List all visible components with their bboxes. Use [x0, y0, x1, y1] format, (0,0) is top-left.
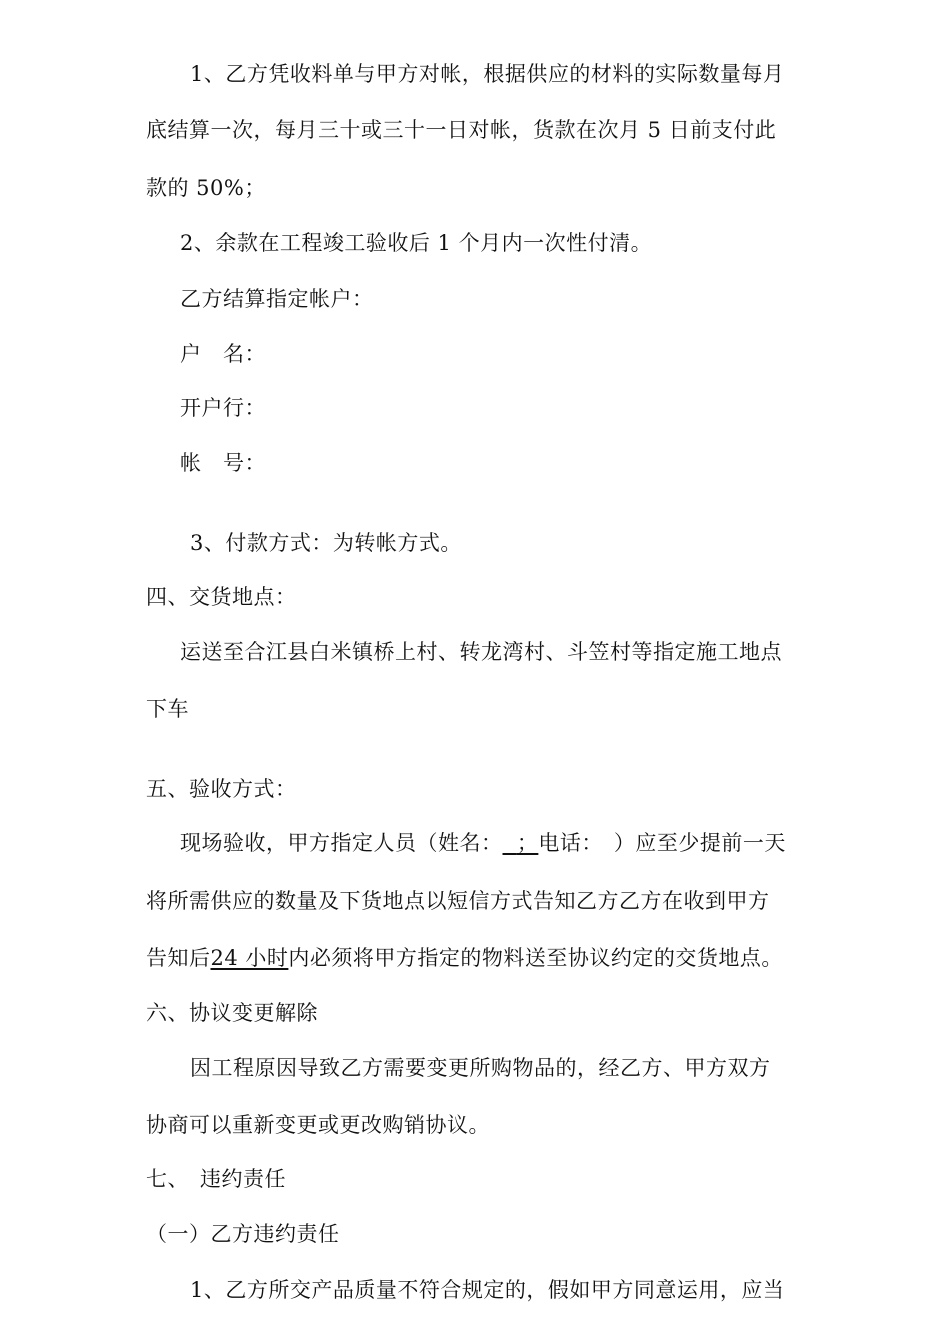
section-5-heading: 五、验收方式：: [146, 777, 297, 801]
section-5-line-1-b: 电话： ）应至少提前一天: [538, 831, 786, 855]
section-7-sub-1: （一）乙方违约责任: [146, 1222, 340, 1246]
section-5-line-3: [146, 944, 950, 972]
account-number-label: 帐 号：: [180, 451, 266, 475]
section-6-line-2: 协商可以重新变更或更改购销协议。: [146, 1113, 490, 1137]
name-blank-semicolon: ；: [516, 831, 539, 855]
account-name-label: 户 名：: [180, 342, 266, 366]
section-5-line-1-a: 现场验收，甲方指定人员（姓名：: [180, 831, 503, 855]
para-1-line-3: 款的 50%；: [146, 176, 266, 200]
account-heading: 乙方结算指定帐户：: [180, 287, 374, 311]
section-6-line-1: 因工程原因导致乙方需要变更所购物品的，经乙方、甲方双方: [190, 1056, 771, 1080]
section-6-heading: 六、协议变更解除: [146, 1001, 318, 1025]
section-7-heading: 七、 违约责任: [146, 1167, 286, 1191]
section-4-heading: 四、交货地点：: [146, 585, 297, 609]
para-1-line-1: 1、乙方凭收料单与甲方对帐，根据供应的材料的实际数量每月: [190, 62, 785, 86]
section-7-line-1: 1、乙方所交产品质量不符合规定的，假如甲方同意运用，应当: [190, 1278, 785, 1302]
section-4-line-2: 下车: [146, 697, 189, 721]
section-5-line-3-a: 告知后: [146, 946, 211, 970]
bank-label: 开户行：: [180, 396, 266, 420]
section-5-line-1: [180, 829, 950, 857]
name-blank: [503, 831, 539, 855]
section-4-line-1: 运送至合江县白米镇桥上村、转龙湾村、斗笠村等指定施工地点: [180, 640, 782, 664]
section-5-line-3-b: 内必须将甲方指定的物料送至协议约定的交货地点。: [288, 946, 783, 970]
para-1-line-2: 底结算一次，每月三十或三十一日对帐，货款在次月 5 日前支付此: [146, 118, 777, 142]
para-3: 3、付款方式：为转帐方式。: [190, 531, 462, 555]
hours-underlined: 24 小时: [210, 946, 289, 970]
para-2: 2、余款在工程竣工验收后 1 个月内一次性付清。: [180, 231, 653, 255]
section-5-line-2: 将所需供应的数量及下货地点以短信方式告知乙方乙方在收到甲方: [146, 889, 770, 913]
